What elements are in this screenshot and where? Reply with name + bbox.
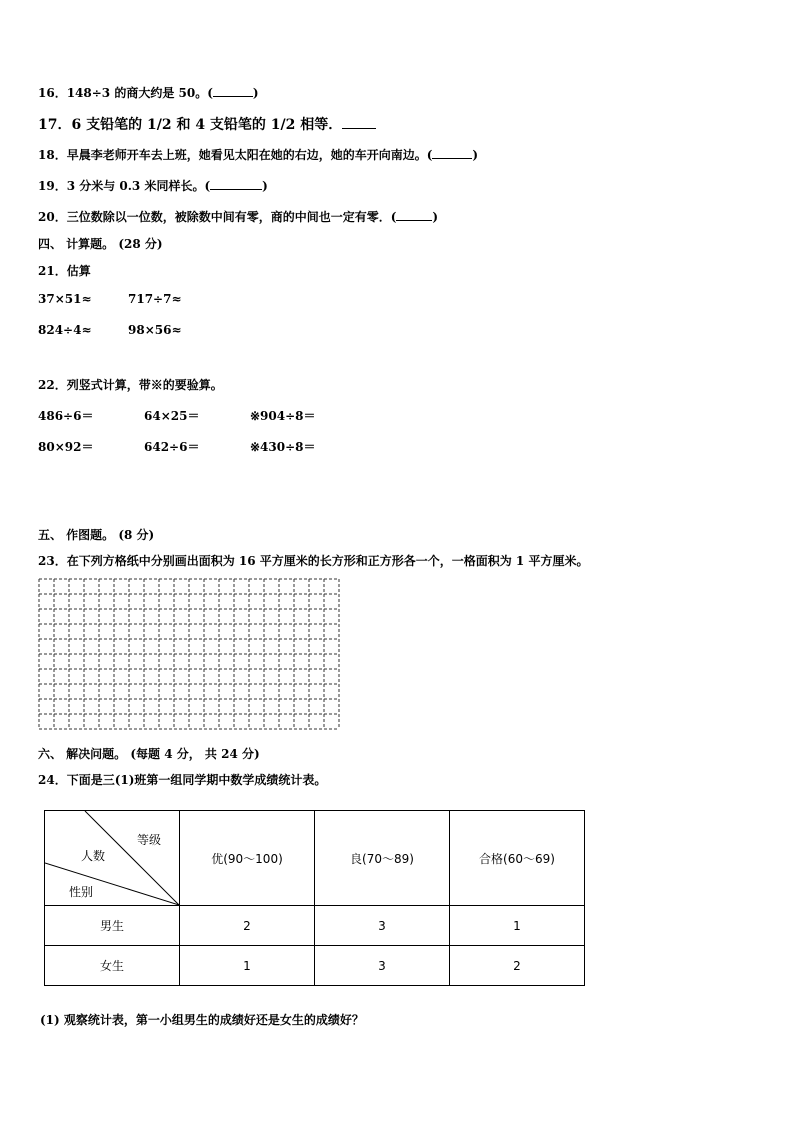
row-label: 男生 xyxy=(45,906,180,946)
question-17: 17．6 支铅笔的 1/2 和 4 支铅笔的 1/2 相等． xyxy=(38,114,376,134)
question-18: 18．早晨李老师开车去上班，她看见太阳在她的右边，她的车开向南边。( ) xyxy=(38,148,479,162)
calc-item: 64×25＝ xyxy=(144,409,200,423)
corner-label-grade: 等级 xyxy=(137,833,162,847)
row-label: 女生 xyxy=(45,946,180,986)
score-table xyxy=(44,810,585,986)
question-19: 19．3 分米与 0.3 米同样长。( ) xyxy=(38,179,268,193)
section-5-title: 五、 作图题。 (8 分) xyxy=(38,528,155,542)
question-22-title: 22．列竖式计算，带※的要验算。 xyxy=(38,378,223,392)
estimate-item: 717÷7≈ xyxy=(128,292,182,306)
calc-item: 642÷6＝ xyxy=(144,440,200,454)
estimate-item: 98×56≈ xyxy=(128,323,182,337)
column-header: 合格(60～69) xyxy=(450,811,585,906)
question-23-title: 23．在下列方格纸中分别画出面积为 16 平方厘米的长方形和正方形各一个，一格面积为 1 平方厘米。 xyxy=(38,554,589,568)
answer-blank[interactable] xyxy=(342,116,376,129)
table-row xyxy=(45,906,585,946)
column-header: 优(90～100) xyxy=(180,811,315,906)
answer-blank[interactable] xyxy=(432,146,472,159)
estimate-item: 37×51≈ xyxy=(38,292,92,306)
estimate-item: 824÷4≈ xyxy=(38,323,92,337)
grid-paper[interactable] xyxy=(38,578,340,738)
table-cell: 2 xyxy=(450,946,585,986)
table-cell: 2 xyxy=(180,906,315,946)
corner-label-gender: 性别 xyxy=(69,885,94,899)
section-6-title: 六、 解决问题。 (每题 4 分， 共 24 分) xyxy=(38,747,260,761)
diagonal-lines xyxy=(45,811,179,905)
corner-label-count: 人数 xyxy=(81,849,106,863)
answer-blank[interactable] xyxy=(213,84,253,97)
table-header-row xyxy=(45,811,585,906)
question-21-title: 21．估算 xyxy=(38,264,91,278)
question-24-title: 24．下面是三(1)班第一组同学期中数学成绩统计表。 xyxy=(38,773,327,787)
calc-item: ※430÷8＝ xyxy=(250,440,316,454)
table-corner-cell xyxy=(45,811,180,906)
table-row xyxy=(45,946,585,986)
calc-item: 486÷6＝ xyxy=(38,409,94,423)
table-cell: 3 xyxy=(315,946,450,986)
calc-item: ※904÷8＝ xyxy=(250,409,316,423)
answer-blank[interactable] xyxy=(396,208,432,221)
calc-item: 80×92＝ xyxy=(38,440,94,454)
column-header: 良(70～89) xyxy=(315,811,450,906)
table-cell: 3 xyxy=(315,906,450,946)
question-24-sub-1: (1) 观察统计表，第一小组男生的成绩好还是女生的成绩好？ xyxy=(40,1013,364,1027)
table-cell: 1 xyxy=(180,946,315,986)
answer-blank[interactable] xyxy=(210,177,262,190)
question-16: 16．148÷3 的商大约是 50。( ) xyxy=(38,86,259,100)
question-20: 20．三位数除以一位数，被除数中间有零，商的中间也一定有零．( ) xyxy=(38,210,439,224)
table-cell: 1 xyxy=(450,906,585,946)
section-4-title: 四、 计算题。 (28 分) xyxy=(38,237,163,251)
